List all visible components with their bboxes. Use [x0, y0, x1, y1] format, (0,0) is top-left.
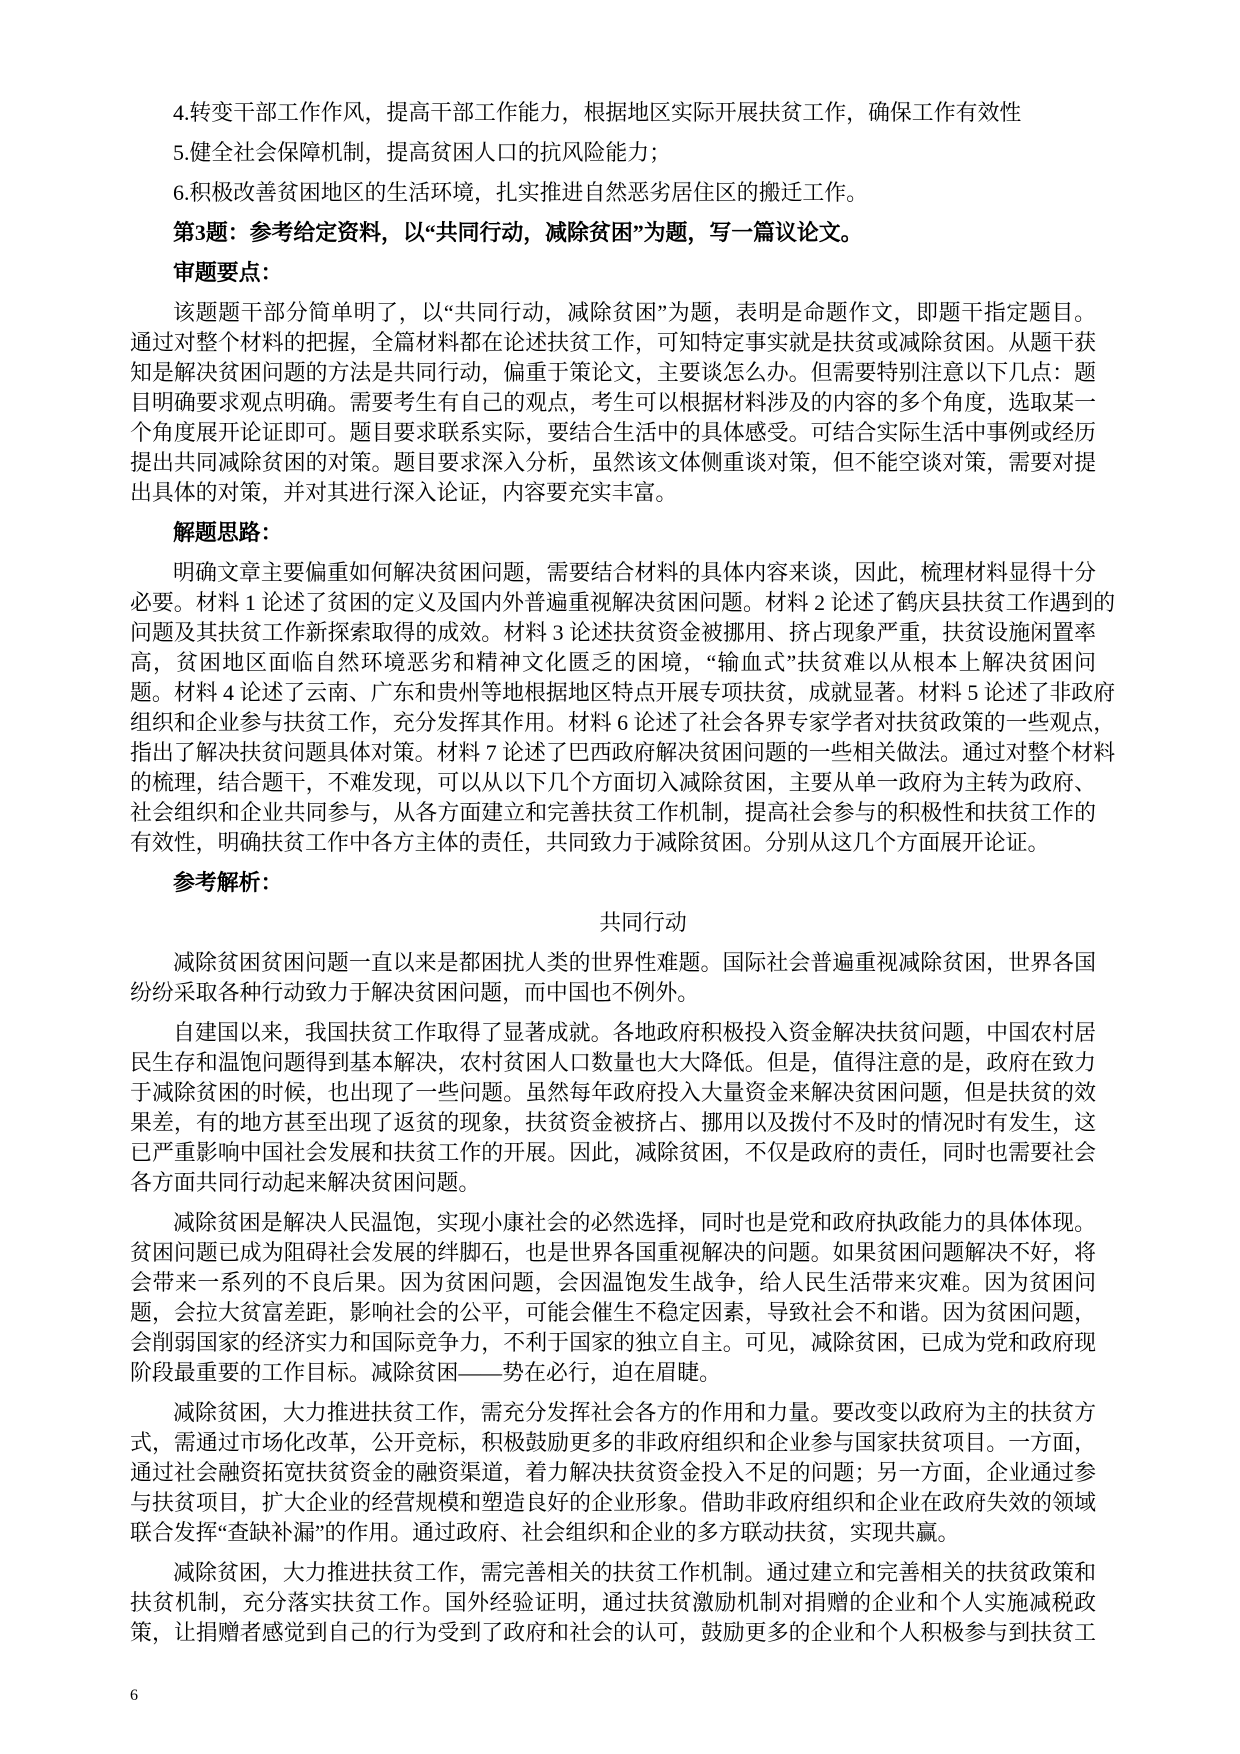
text-line: 解题思路：	[173, 520, 283, 545]
text-line: 减除贫困是解决人民温饱，实现小康社会的必然选择，同时也是党和政府执政能力的具体体现。	[173, 1210, 1096, 1235]
text-line: 题，会拉大贫富差距，影响社会的公平，可能会催生不稳定因素，导致社会不和谐。因为贫困问题，	[130, 1300, 1096, 1325]
section-heading	[130, 518, 1096, 548]
text-line: 提出共同减除贫困的对策。题目要求深入分析，虽然该文体侧重谈对策，但不能空谈对策，需要对提	[130, 450, 1096, 475]
text-line: 减除贫困，大力推进扶贫工作，需充分发挥社会各方的作用和力量。要改变以政府为主的扶贫方	[173, 1400, 1096, 1425]
text-line: 阶段最重要的工作目标。减除贫困——势在必行，迫在眉睫。	[130, 1360, 722, 1385]
essay-title	[130, 908, 1096, 938]
section-heading	[130, 218, 1096, 248]
text-line: 问题及其扶贫工作新探索取得的成效。材料 3 论述扶贫资金被挪用、挤占现象严重，扶贫设施闲置率	[130, 620, 1096, 645]
text-line: 与扶贫项目，扩大企业的经营规模和塑造良好的企业形象。借助非政府组织和企业在政府失效的领域	[130, 1490, 1096, 1515]
text-line: 各方面共同行动起来解决贫困问题。	[130, 1170, 481, 1195]
text-line: 知是解决贫困问题的方法是共同行动，偏重于策论文，主要谈怎么办。但需要特别注意以下几点：题	[130, 360, 1096, 385]
section-heading	[130, 258, 1096, 288]
text-line: 果差，有的地方甚至出现了返贫的现象，扶贫资金被挤占、挪用以及拨付不及时的情况时有发生，这	[130, 1110, 1096, 1135]
list-item	[130, 98, 1096, 128]
text-line: 出具体的对策，并对其进行深入论证，内容要充实丰富。	[130, 480, 678, 505]
text-line: 必要。材料 1 论述了贫困的定义及国内外普遍重视解决贫困问题。材料 2 论述了鹤庆县扶贫工作遇到的	[130, 590, 1116, 615]
text-line: 自建国以来，我国扶贫工作取得了显著成就。各地政府积极投入资金解决扶贫问题，中国农村居	[173, 1020, 1096, 1045]
paragraph	[130, 1398, 1096, 1548]
text-line: 个角度展开论证即可。题目要求联系实际，要结合生活中的具体感受。可结合实际生活中事例或经历	[130, 420, 1096, 445]
text-line: 社会组织和企业共同参与，从各方面建立和完善扶贫工作机制，提高社会参与的积极性和扶贫工作的	[130, 800, 1096, 825]
paragraph	[130, 1018, 1096, 1198]
page-number: 6	[130, 1687, 138, 1704]
text-line: 通过对整个材料的把握，全篇材料都在论述扶贫工作，可知特定事实就是扶贫或减除贫困。从题干获	[130, 330, 1096, 355]
text-line: 式，需通过市场化改革，公开竞标，积极鼓励更多的非政府组织和企业参与国家扶贫项目。一方面，	[130, 1430, 1096, 1455]
text-line: 4.转变干部工作作风，提高干部工作能力，根据地区实际开展扶贫工作，确保工作有效性	[173, 100, 1022, 125]
text-line: 联合发挥“查缺补漏”的作用。通过政府、社会组织和企业的多方联动扶贫，实现共赢。	[130, 1520, 960, 1545]
list-item	[130, 178, 1096, 208]
text-line: 民生存和温饱问题得到基本解决，农村贫困人口数量也大大降低。但是，值得注意的是，政府在致力	[130, 1050, 1096, 1075]
text-line: 参考解析：	[173, 870, 283, 895]
text-line: 的梳理，结合题干，不难发现，可以从以下几个方面切入减除贫困，主要从单一政府为主转为政府、	[130, 770, 1096, 795]
section-heading	[130, 868, 1096, 898]
text-line: 目明确要求观点明确。需要考生有自己的观点，考生可以根据材料涉及的内容的多个角度，选取某一	[130, 390, 1096, 415]
text-line: 6.积极改善贫困地区的生活环境，扎实推进自然恶劣居住区的搬迁工作。	[173, 180, 869, 205]
paragraph	[130, 558, 1116, 858]
text-line: 减除贫困贫困问题一直以来是都困扰人类的世界性难题。国际社会普遍重视减除贫困，世界各国	[173, 950, 1096, 975]
text-line: 已严重影响中国社会发展和扶贫工作的开展。因此，减除贫困，不仅是政府的责任，同时也需要社会	[130, 1140, 1096, 1165]
text-line: 明确文章主要偏重如何解决贫困问题，需要结合材料的具体内容来谈，因此，梳理材料显得十分	[173, 560, 1096, 585]
text-line: 于减除贫困的时候，也出现了一些问题。虽然每年政府投入大量资金来解决贫困问题，但是扶贫的效	[130, 1080, 1096, 1105]
paragraph	[130, 948, 1096, 1008]
text-line: 审题要点：	[173, 260, 283, 285]
text-line: 纷纷采取各种行动致力于解决贫困问题，而中国也不例外。	[130, 980, 700, 1005]
text-line: 高，贫困地区面临自然环境恶劣和精神文化匮乏的困境，“输血式”扶贫难以从根本上解决贫困问	[130, 650, 1096, 675]
text-line: 贫困问题已成为阻碍社会发展的绊脚石，也是世界各国重视解决的问题。如果贫困问题解决不好，将	[130, 1240, 1096, 1265]
text-line: 有效性，明确扶贫工作中各方主体的责任，共同致力于减除贫困。分别从这几个方面展开论证。	[130, 830, 1050, 855]
list-item	[130, 138, 1096, 168]
text-line: 会削弱国家的经济实力和国际竞争力，不利于国家的独立自主。可见，减除贫困，已成为党和政府现	[130, 1330, 1096, 1355]
text-line: 策，让捐赠者感觉到自己的行为受到了政府和社会的认可，鼓励更多的企业和个人积极参与到扶贫工	[130, 1620, 1096, 1645]
text-line: 减除贫困，大力推进扶贫工作，需完善相关的扶贫工作机制。通过建立和完善相关的扶贫政策和	[173, 1560, 1096, 1585]
paragraph	[130, 1558, 1096, 1648]
text-line: 共同行动	[599, 910, 687, 935]
text-line: 扶贫机制，充分落实扶贫工作。国外经验证明，通过扶贫激励机制对捐赠的企业和个人实施减税政	[130, 1590, 1096, 1615]
text-line: 通过社会融资拓宽扶贫资金的融资渠道，着力解决扶贫资金投入不足的问题；另一方面，企业通过参	[130, 1460, 1096, 1485]
document-body	[130, 98, 1116, 1658]
text-line: 5.健全社会保障机制，提高贫困人口的抗风险能力；	[173, 140, 672, 165]
text-line: 题。材料 4 论述了云南、广东和贵州等地根据地区特点开展专项扶贫，成就显著。材料 5 论述了非政府	[130, 680, 1116, 705]
text-line: 指出了解决扶贫问题具体对策。材料 7 论述了巴西政府解决贫困问题的一些相关做法。通过对整个材料	[130, 740, 1116, 765]
text-line: 会带来一系列的不良后果。因为贫困问题，会因温饱发生战争，给人民生活带来灾难。因为贫困问	[130, 1270, 1096, 1295]
paragraph	[130, 1208, 1096, 1388]
text-line: 组织和企业参与扶贫工作，充分发挥其作用。材料 6 论述了社会各界专家学者对扶贫政策的一些观点，	[130, 710, 1116, 735]
text-line: 第3题：参考给定资料，以“共同行动，减除贫困”为题，写一篇议论文。	[173, 220, 863, 245]
paragraph	[130, 298, 1096, 508]
text-line: 该题题干部分简单明了，以“共同行动，减除贫困”为题，表明是命题作文，即题干指定题目。	[173, 300, 1096, 325]
